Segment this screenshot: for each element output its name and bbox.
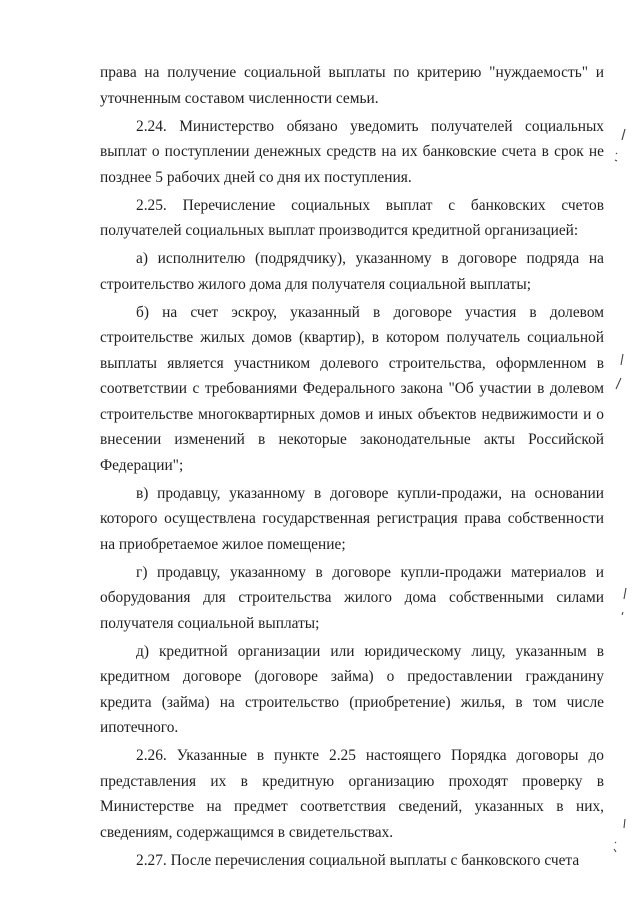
paragraph-2-27: 2.27. После перечисления социальной выплаты с банковского счета — [136, 851, 580, 869]
paragraph-2-25-a: а) исполнителю (подрядчику), указанному в договоре подряда на строительство жилого дома для получателя социальной выплаты; — [100, 250, 604, 293]
paragraph-2-25-v: в) продавцу, указанному в договоре купли-продажи, на основании которого осуществлена государственная регистрация права собственности на приобретаемое жилое помещение; — [100, 484, 604, 553]
paragraph-2-25-d: д) кредитной организации или юридическому лицу, указанным в кредитном договоре (договоре займа) о предоставлении гражданину кредита (займа) на строительство (приобретение) жилья, в том числе ипотечного. — [100, 642, 604, 736]
margin-mark-icon — [613, 377, 625, 391]
margin-mark-icon — [610, 840, 622, 854]
margin-mark-icon — [619, 818, 631, 832]
margin-mark-icon — [612, 150, 624, 164]
margin-mark-icon — [618, 128, 630, 142]
paragraph-2-25-b: б) на счет эскроу, указанный в договоре участия в долевом строительстве жилых домов (квартир), в котором получатель социальной выплаты является участником долевого строительства, оформленном в соответствии с требованиями Федерального закона "Об участии в долевом строительстве многоквартирных домов и иных объектов недвижимости и о внесении изменений в некоторые законодательные акты Российской Федерации"; — [100, 303, 604, 474]
document-body — [100, 60, 604, 876]
paragraph-2-25: 2.25. Перечисление социальных выплат с банковских счетов получателей социальных выплат производится кредитной организацией: — [100, 196, 604, 239]
margin-mark-icon — [617, 608, 629, 622]
paragraph-2-24: 2.24. Министерство обязано уведомить получателей социальных выплат о поступлении денежных средств на их банковские счета в срок не позднее 5 рабочих дней со дня их поступления. — [100, 117, 604, 186]
paragraph-continuation: права на получение социальной выплаты по критерию "нуждаемость" и уточненным составом численности семьи. — [100, 64, 604, 107]
paragraph-2-26: 2.26. Указанные в пункте 2.25 настоящего Порядка договоры до представления их в кредитную организацию проходят проверку в Министерстве на предмет соответствия сведений, указанных в них, сведениям, содержащимся в свидетельствах. — [100, 747, 604, 841]
margin-mark-icon — [620, 587, 632, 601]
paragraph-2-25-g: г) продавцу, указанному в договоре купли-продажи материалов и оборудования для строительства жилого дома собственными силами получателя социальной выплаты; — [100, 563, 604, 632]
margin-mark-icon — [617, 353, 629, 367]
